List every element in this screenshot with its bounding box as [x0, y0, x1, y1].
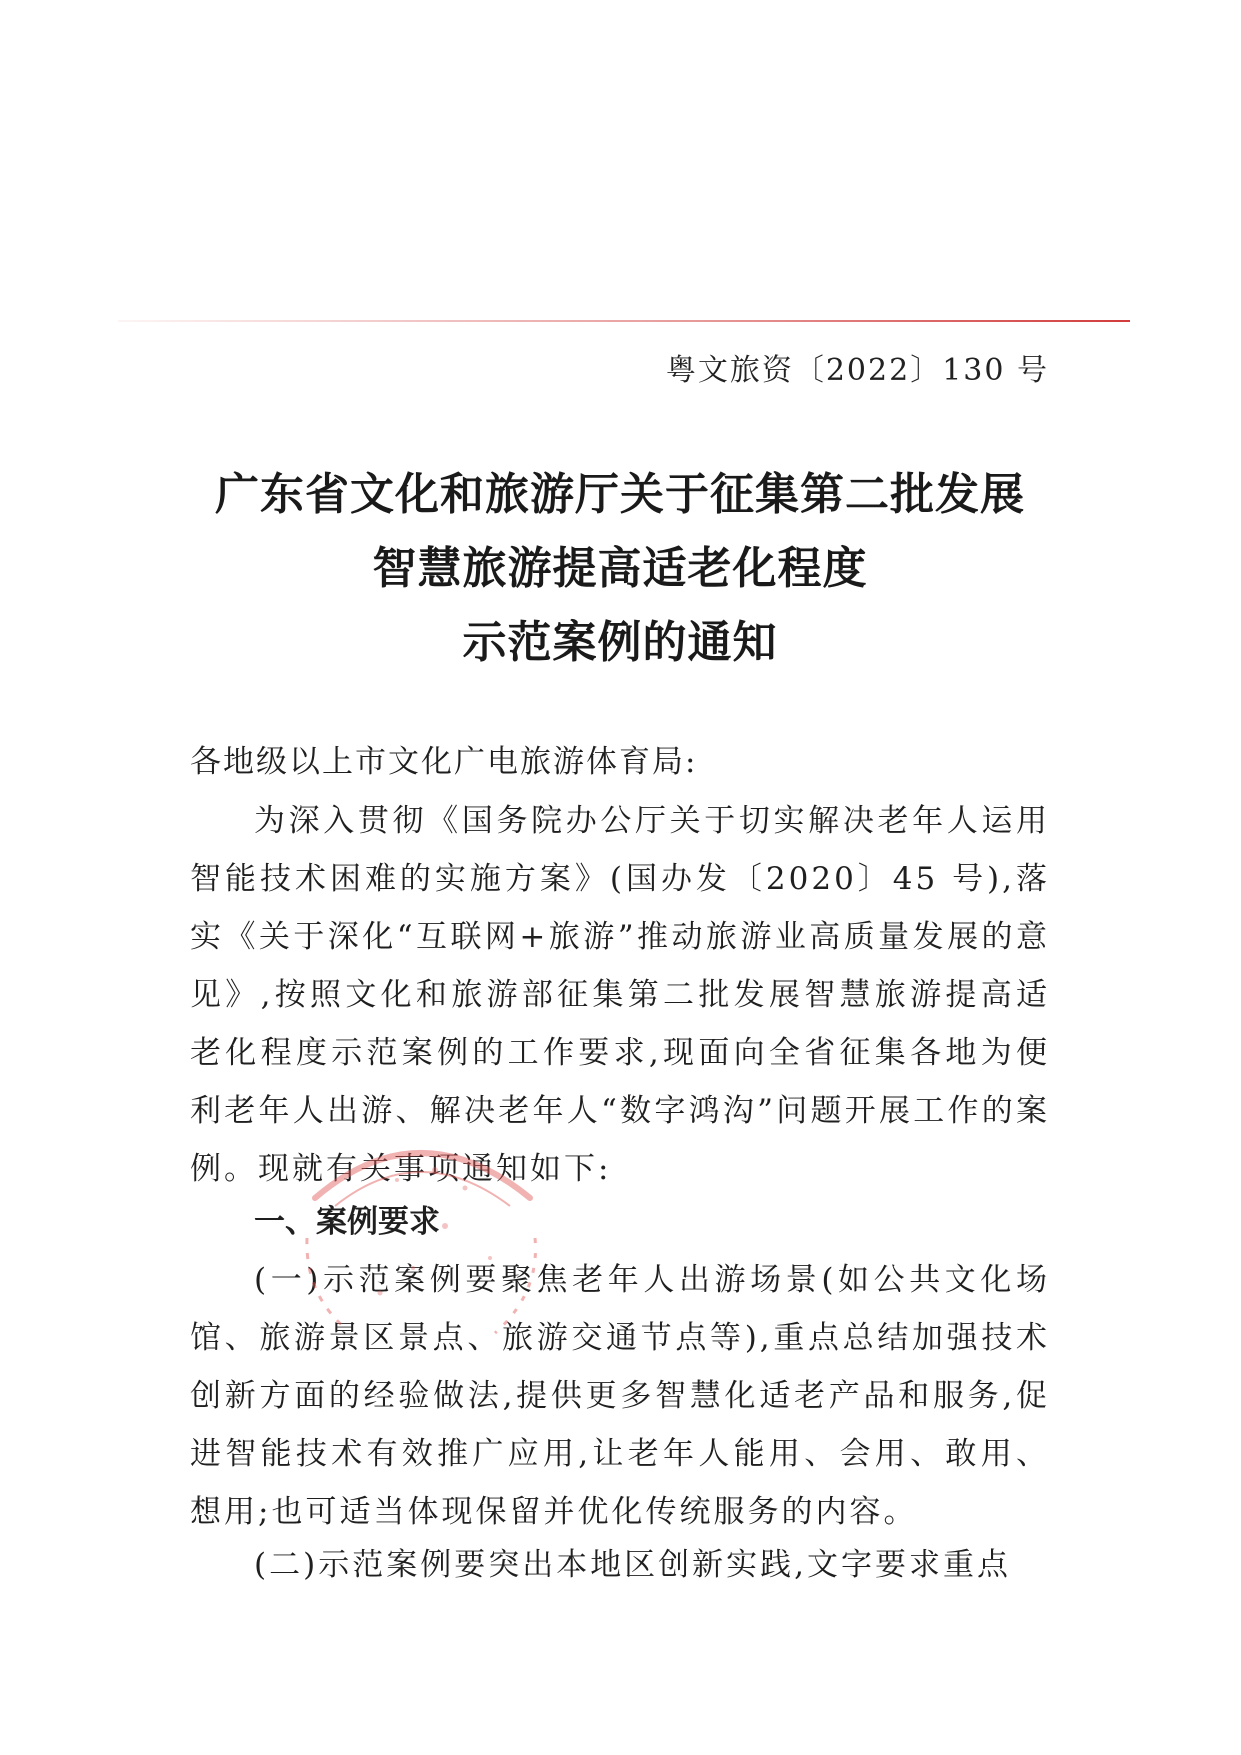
requirement-paragraph-1: (一)示范案例要聚焦老年人出游场景(如公共文化场馆、旅游景区景点、旅游交通节点等),重点总结加强技术创新方面的经验做法,提供更多智慧化适老产品和服务,促进智能技术有效推广应用,让老年人能用、会用、敢用、想用;也可适当体现保留并优化传统服务的内容。	[190, 1262, 1050, 1530]
salutation: 各地级以上市文化广电旅游体育局:	[190, 744, 698, 780]
document-number: 粤文旅资〔2022〕130 号	[665, 353, 1049, 388]
document-title-line-1: 广东省文化和旅游厅关于征集第二批发展	[215, 469, 1025, 520]
section-heading-case-requirements: 一、案例要求	[254, 1204, 440, 1240]
intro-paragraph: 为深入贯彻《国务院办公厅关于切实解决老年人运用智能技术困难的实施方案》(国办发〔2020〕45 号),落实《关于深化“互联网+旅游”推动旅游业高质量发展的意见》,按照文化和旅游部征集第二批发展智慧旅游提高适老化程度示范案例的工作要求,现面向全省征集各地为便利老年人出游、解决老年人“数字鸿沟”问题开展工作的案例。现就有关事项通知如下:	[190, 803, 1050, 1187]
document-title-line-2: 智慧旅游提高适老化程度	[372, 543, 868, 594]
requirement-paragraph-2: (二)示范案例要突出本地区创新实践,文字要求重点	[254, 1547, 1012, 1583]
red-header-rule	[118, 320, 1130, 322]
document-title-line-3: 示范案例的通知	[462, 617, 778, 668]
